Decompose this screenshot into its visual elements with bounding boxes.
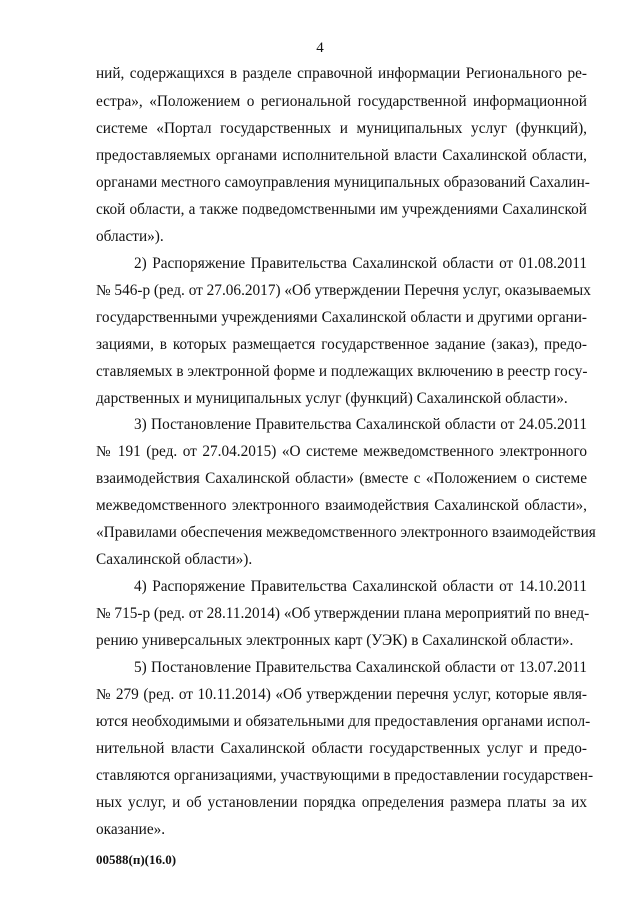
text-line: ставляются организациями, участвующими в предоставлении государствен- [96, 767, 594, 784]
text-line: ставляемых в электронной форме и подлежащих включению в реестр госу- [96, 363, 588, 380]
text-line: Сахалинской области»). [96, 551, 253, 568]
text-line: нительной власти Сахалинской области государственных услуг и предо- [96, 740, 587, 757]
text-line: ний, содержащихся в разделе справочной информации Регионального ре- [96, 65, 587, 82]
text-line: рению универсальных электронных карт (УЭК) в Сахалинской области». [96, 632, 574, 649]
text-line: взаимодействия Сахалинской области» (вместе с «Положением о системе [96, 470, 587, 487]
text-line: зациями, в которых размещается государственное задание (заказ), предо- [96, 336, 587, 353]
text-line: 2) Распоряжение Правительства Сахалинской области от 01.08.2011 [134, 255, 587, 272]
text-line: системе «Портал государственных и муниципальных услуг (функций), [96, 120, 587, 137]
document-code: 00588(п)(16.0) [96, 852, 177, 867]
text-line: ются необходимыми и обязательными для предоставления органами испол- [96, 713, 591, 730]
text-line: 5) Постановление Правительства Сахалинской области от 13.07.2011 [134, 659, 587, 676]
text-line: ской области, а также подведомственными им учреждениями Сахалинской [96, 201, 587, 218]
text-line: предоставляемых органами исполнительной власти Сахалинской области, [96, 147, 587, 164]
text-line: № 191 (ред. от 27.04.2015) «О системе межведомственного электронного [96, 443, 587, 460]
text-line: естра», «Положением о региональной государственной информационной [96, 93, 587, 110]
text-line: органами местного самоуправления муниципальных образований Сахалин- [96, 174, 590, 191]
text-line: «Правилами обеспечения межведомственного электронного взаимодействия [96, 524, 596, 541]
text-line: ных услуг, и об установлении порядка определения размера платы за их [96, 794, 587, 811]
text-line: № 546-р (ред. от 27.06.2017) «Об утверждении Перечня услуг, оказываемых [96, 282, 591, 299]
text-line: 3) Постановление Правительства Сахалинской области от 24.05.2011 [134, 416, 587, 433]
page-number: 4 [316, 40, 324, 56]
text-line: области»). [96, 228, 164, 245]
text-line: № 279 (ред. от 10.11.2014) «Об утверждении перечня услуг, которые явля- [96, 686, 587, 703]
text-line: 4) Распоряжение Правительства Сахалинской области от 14.10.2011 [134, 578, 587, 595]
text-line: № 715-р (ред. от 28.11.2014) «Об утверждении плана мероприятий по внед- [96, 605, 590, 622]
text-line: государственными учреждениями Сахалинской области и другими органи- [96, 309, 587, 326]
text-line: дарственных и муниципальных услуг (функций) Сахалинской области». [96, 390, 568, 407]
text-line: межведомственного электронного взаимодействия Сахалинской области», [96, 497, 587, 514]
text-line: оказание». [96, 821, 166, 838]
